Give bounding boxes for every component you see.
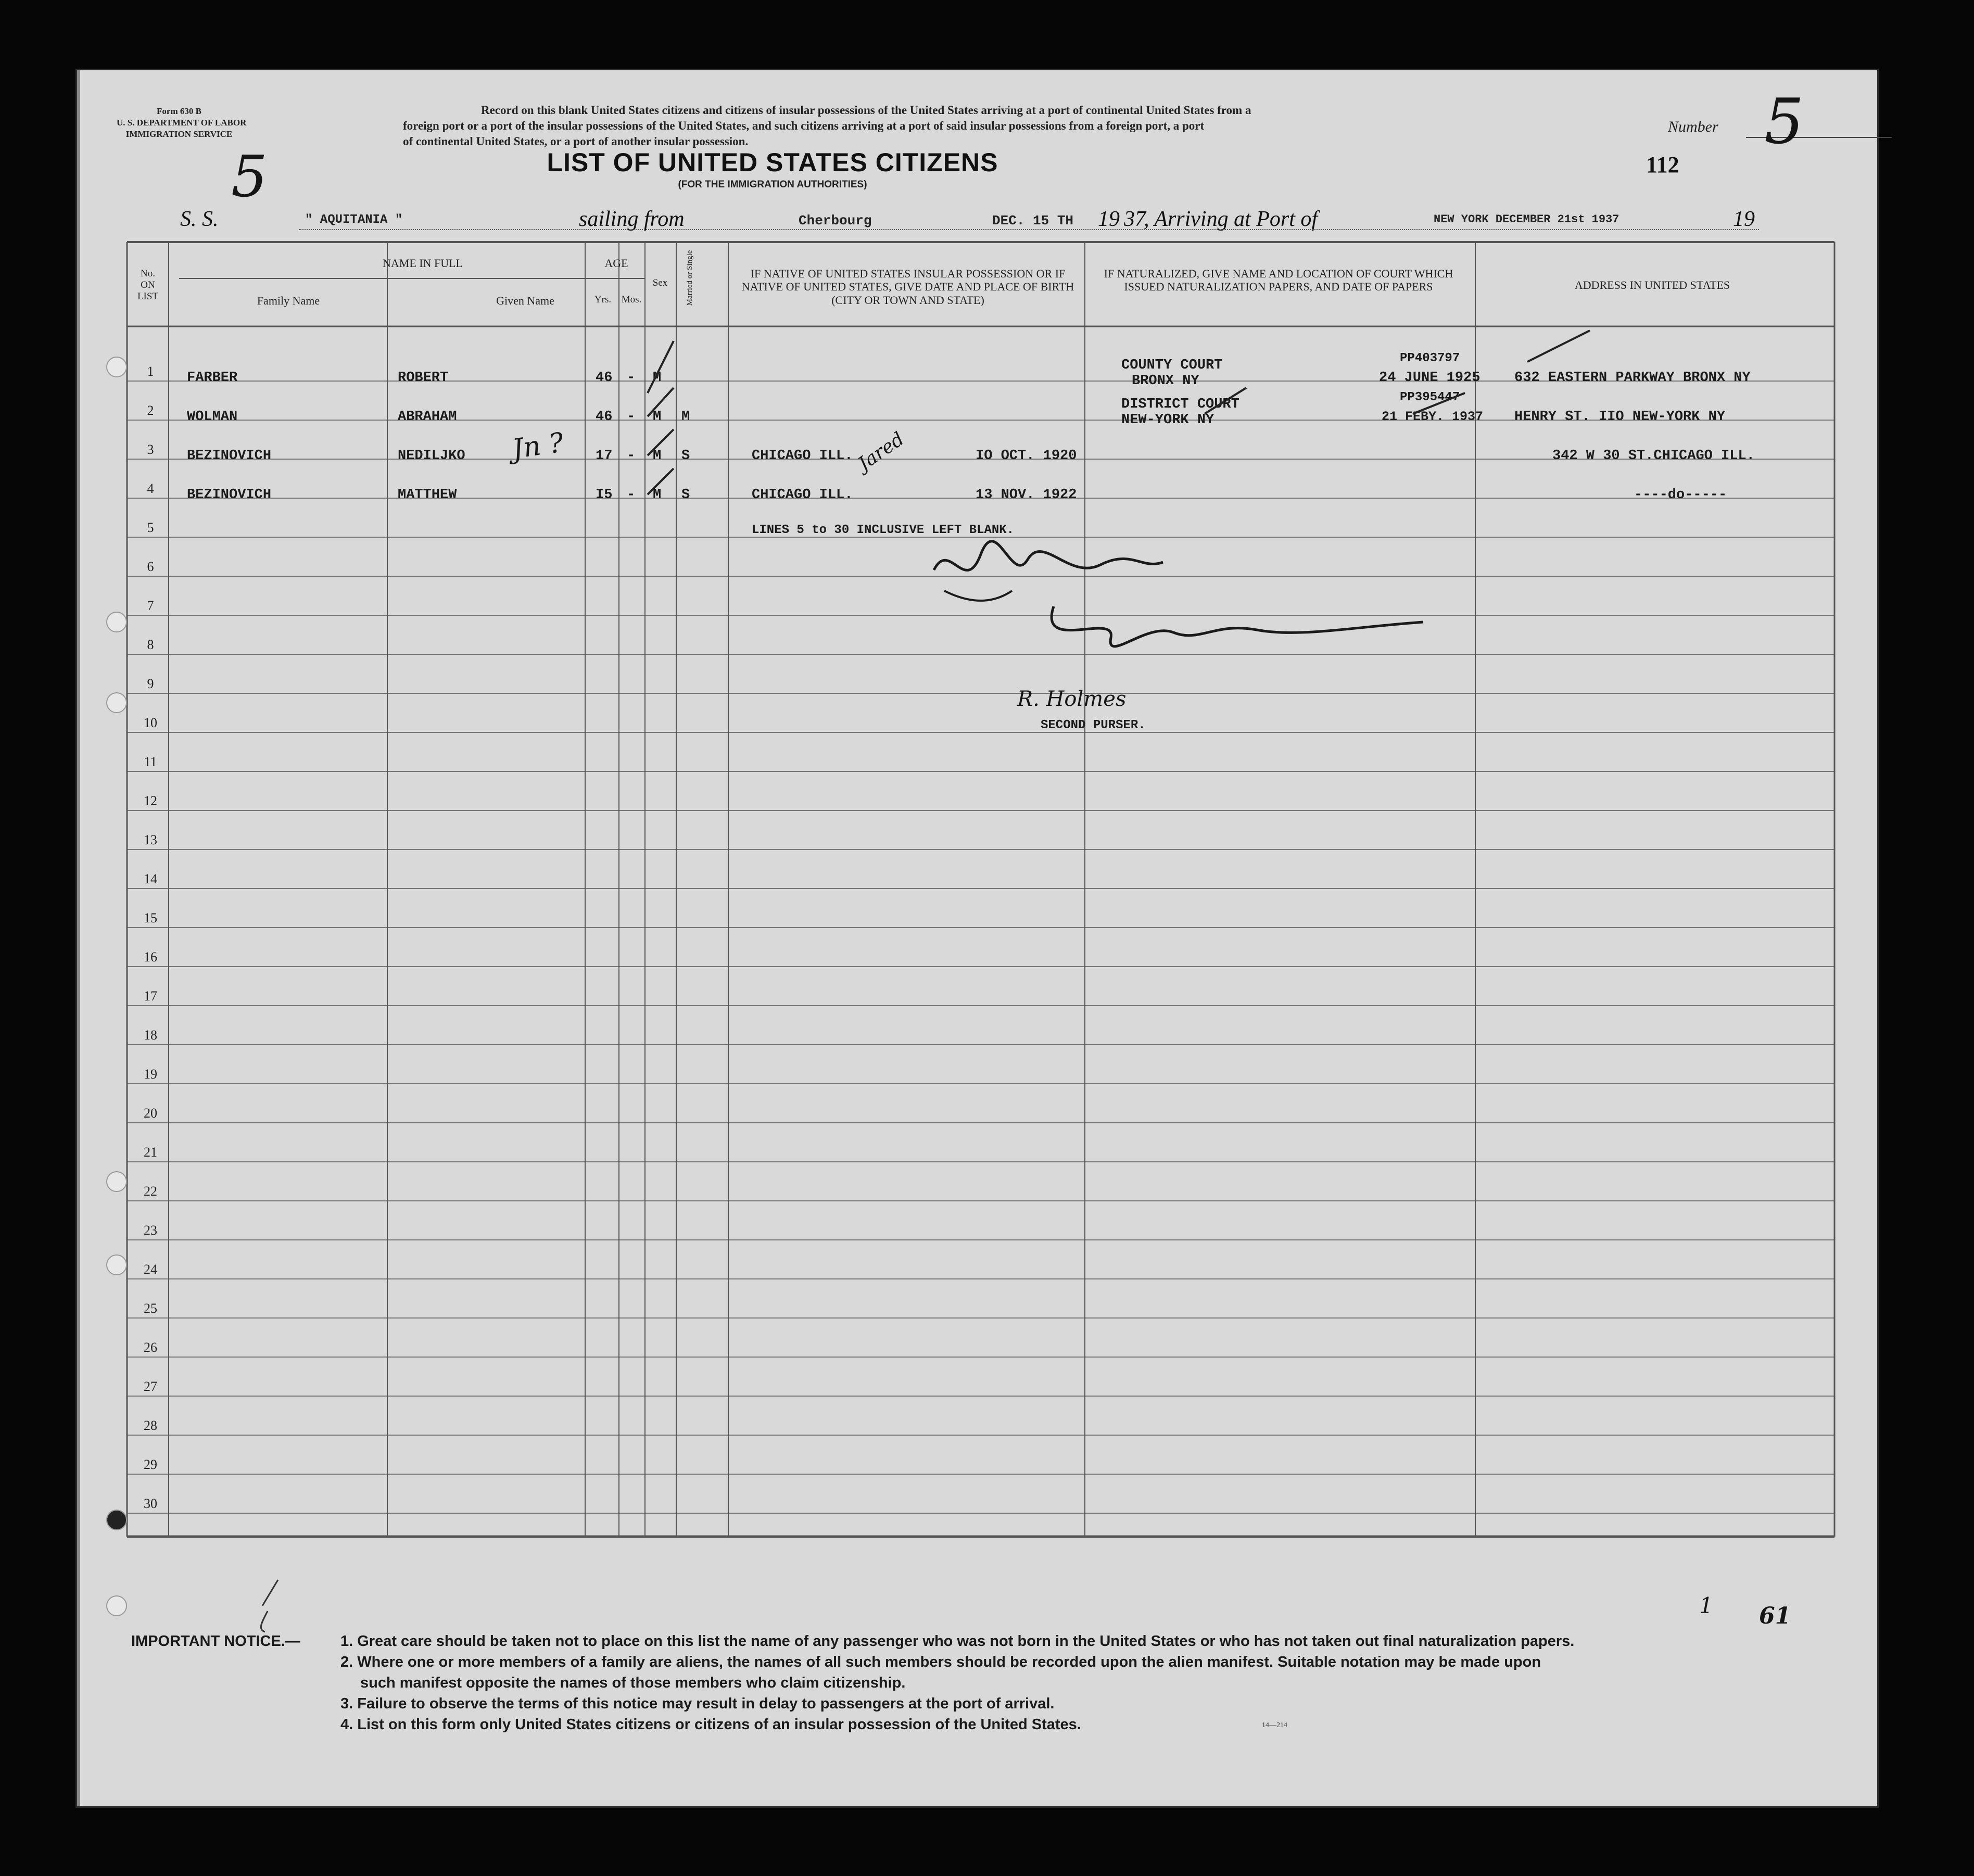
ship-name: " AQUITANIA " [305,213,403,227]
family-name: WOLMAN [187,409,238,425]
service: IMMIGRATION SERVICE [125,129,233,140]
birth-place: CHICAGO ILL. [752,448,853,464]
inspector-signature [1052,606,1423,647]
family-name: BEZINOVICH [187,448,272,464]
us-address: ----do----- [1634,487,1727,503]
sex: M [653,409,662,425]
inspector-signature [944,591,1012,601]
row-number: 26 [144,1340,157,1355]
preamble-line-2: foreign port or a port of the insular possessions of the United States, and such citizens arriving at a port of said insular possessions from a foreign port, a port [403,119,1205,132]
header-address: ADDRESS IN UNITED STATES [1574,278,1730,291]
family-name: BEZINOVICH [187,487,272,503]
notice-item: 3. Failure to observe the terms of this notice may result in delay to passengers at the port of arrival. [340,1695,1055,1712]
list-number: 5 [1764,86,1804,158]
row-number: 4 [147,481,154,496]
inspector-signature [934,541,1163,571]
notice-heading: IMPORTANT NOTICE.— [131,1633,300,1650]
row-number: 13 [144,832,157,847]
notice-item: 4. List on this form only United States citizens or citizens of an insular possession of the United States. [340,1716,1081,1733]
us-address: 632 EASTERN PARKWAY BRONX NY [1514,370,1751,386]
marital-status: S [681,487,690,503]
given-name: NEDILJKO [398,448,465,464]
sailing-date: DEC. 15 TH [992,213,1074,229]
given-name: ABRAHAM [398,409,457,425]
row-number: 9 [147,676,154,691]
row-number: 16 [144,949,157,965]
notice-item: 1. Great care should be taken not to place on this list the name of any passenger who was not born in the United States or who has not taken out final naturalization papers. [340,1633,1575,1650]
row-number: 5 [147,520,154,535]
row-number: 30 [144,1496,157,1511]
header-naturalized: IF NATURALIZED, GIVE NAME AND LOCATION OF COURT WHICH ISSUED NATURALIZATION PAPERS, AND DATE OF PAPERS [1104,267,1453,294]
us-address: 342 W 30 ST.CHICAGO ILL. [1552,448,1755,464]
row-number: 28 [144,1418,157,1433]
header-insular: IF NATIVE OF UNITED STATES INSULAR POSSESSION OR IF NATIVE OF UNITED STATES, GIVE DATE AND PLACE OF BIRTH (CITY OR TOWN AND STATE) [741,267,1074,307]
row-number: 2 [147,403,154,418]
ss-label: S. S. [180,207,219,231]
family-name: FARBER [187,370,238,386]
given-name: MATTHEW [398,487,457,503]
check-mark [1413,393,1465,414]
form-number: Form 630 B [157,106,201,116]
header-family-name: Family Name [257,294,320,307]
sex: M [653,487,662,503]
manifest-sheet [77,70,1877,1806]
check-mark [1205,388,1246,414]
preamble-line-1: Record on this blank United States citizens and citizens of insular possessions of the United States arriving at a port of continental United States from a [481,104,1251,117]
row-number: 23 [144,1223,157,1238]
arriving-label: , Arriving at Port of [1144,207,1318,231]
age-months: - [627,487,636,503]
department: U. S. DEPARTMENT OF LABOR [117,118,247,128]
marital-status: S [681,448,690,464]
year-prefix: 19 [1098,207,1120,231]
row-number: 15 [144,910,157,926]
age-months: - [627,370,636,386]
header-mos: Mos. [621,294,642,305]
binder-hole [106,692,127,713]
check-mark [648,429,674,455]
binder-hole [106,1254,127,1275]
row-number: 21 [144,1145,157,1160]
given-name: ROBERT [398,370,449,386]
court-location: BRONX NY [1132,373,1199,389]
header-no-on-list: No. ON LIST [137,268,159,302]
marital-status: M [681,409,690,425]
certificate-number: PP403797 [1400,351,1460,365]
row-number: 6 [147,559,154,574]
row-number: 18 [144,1028,157,1043]
notice-item: such manifest opposite the names of those members who claim citizenship. [360,1675,906,1691]
birth-place: CHICAGO ILL. [752,487,853,503]
certificate-number: PP395447 [1400,390,1460,404]
page-note: 1 [1699,1593,1713,1618]
check-mark [648,341,674,393]
header-age: AGE [604,257,628,270]
page-title: LIST OF UNITED STATES CITIZENS [547,148,998,177]
row-number: 10 [144,715,157,730]
arrival-port: NEW YORK DECEMBER 21st 1937 [1434,213,1619,226]
purser-signature: R. Holmes [1017,687,1127,711]
row-number: 17 [144,988,157,1004]
pen-mark [261,1611,268,1632]
binder-hole [106,1171,127,1192]
birth-date: IO OCT. 1920 [976,448,1077,464]
row-number: 27 [144,1379,157,1394]
check-mark [1527,331,1590,362]
row-number: 1 [147,364,154,379]
row-number: 29 [144,1457,157,1472]
row-number: 7 [147,598,154,613]
binder-hole [106,357,127,377]
row-number: 14 [144,871,157,886]
age-years: I5 [596,487,613,503]
page-note: 61 [1759,1603,1791,1629]
header-sex: Sex [652,277,668,288]
age-years: 17 [596,448,613,464]
binder-hole [106,1510,127,1530]
age-months: - [627,409,636,425]
page-number: 112 [1646,152,1679,178]
header-married-or-single: Married or Single [686,250,694,306]
lines-left-blank: LINES 5 to 30 INCLUSIVE LEFT BLANK. [752,523,1015,537]
row-number: 20 [144,1106,157,1121]
purser-title: SECOND PURSER. [1041,718,1146,732]
pen-mark [262,1580,278,1606]
signature-strokes [80,70,1877,1806]
row-number: 12 [144,793,157,808]
row-number: 19 [144,1067,157,1082]
year2-prefix: 19 [1733,207,1755,231]
check-mark [648,468,674,495]
sex: M [653,370,662,386]
check-mark [648,388,674,416]
footer-mark: 14—214 [1262,1721,1287,1729]
year-suffix: 37 [1124,207,1146,231]
sex: M [653,448,662,464]
row-number: 3 [147,442,154,457]
number-label: Number [1668,118,1718,135]
handwritten-list-number: 5 [231,143,268,210]
court-location: NEW-YORK NY [1121,412,1214,428]
row-number: 22 [144,1184,157,1199]
header-yrs: Yrs. [594,294,612,305]
binder-hole [106,1595,127,1616]
row-number: 25 [144,1301,157,1316]
header-name-in-full: NAME IN FULL [383,257,463,270]
from-port: Cherbourg [799,213,872,229]
age-months: - [627,448,636,464]
birth-date: 13 NOV. 1922 [976,487,1077,503]
age-years: 46 [596,370,613,386]
row-number: 11 [144,754,157,769]
handwritten-mark: Jared [854,428,908,475]
row-number: 24 [144,1262,157,1277]
binder-hole [106,612,127,632]
age-years: 46 [596,409,613,425]
header-given-name: Given Name [496,294,554,307]
certificate-date: 24 JUNE 1925 [1379,370,1480,386]
sailing-label: sailing from [579,207,685,231]
page-subtitle: (FOR THE IMMIGRATION AUTHORITIES) [678,179,867,190]
court-name: DISTRICT COURT [1121,397,1239,412]
certificate-date: 21 FEBY. 1937 [1382,409,1484,424]
handwritten-mark: Jn ? [510,427,566,465]
preamble-line-3: of continental United States, or a port of another insular possession. [403,134,749,148]
row-number: 8 [147,637,154,652]
us-address: HENRY ST. IIO NEW-YORK NY [1514,409,1726,425]
court-name: COUNTY COURT [1121,358,1223,373]
notice-item: 2. Where one or more members of a family are aliens, the names of all such members should be recorded upon the alien manifest. Suitable notation may be made upon [340,1654,1541,1670]
